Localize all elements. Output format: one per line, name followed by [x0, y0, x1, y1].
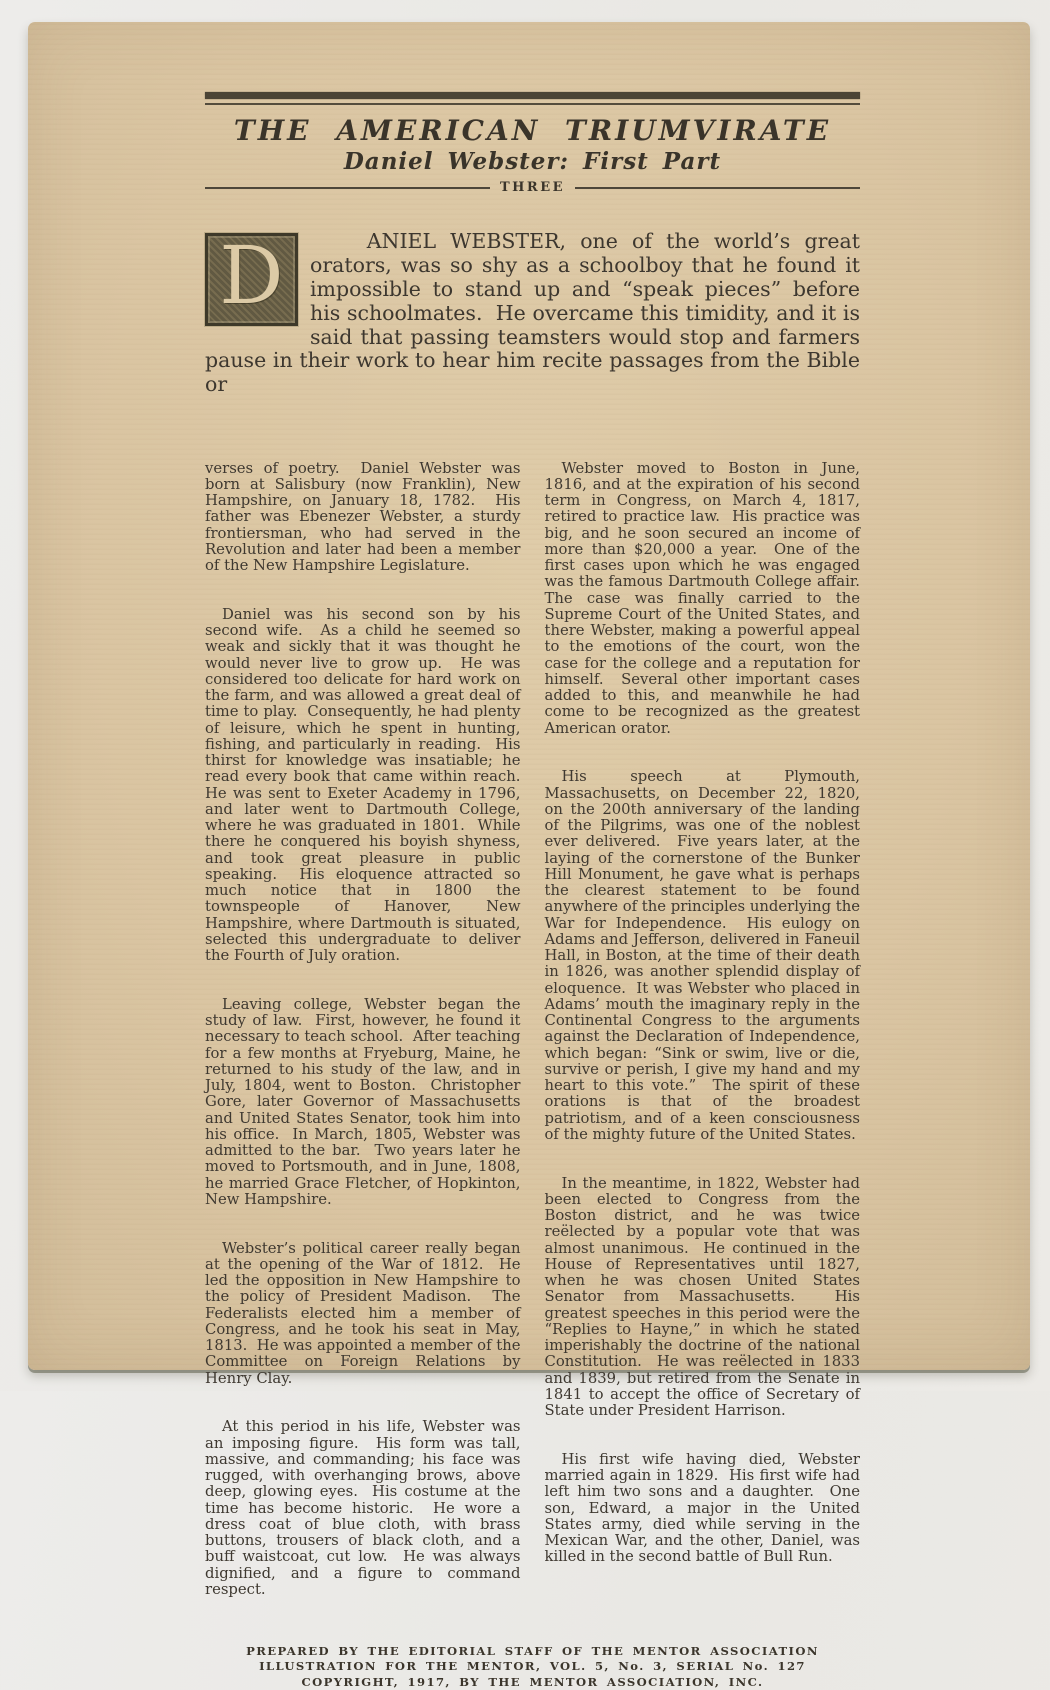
divider-rule-left: [205, 187, 490, 189]
lede-paragraph: [205, 206, 867, 421]
drop-cap: [205, 229, 298, 326]
paragraph: At this period in his life, Webster was an imposing figure. His form was tall, massive, and commanding; his face was rugged, with overhanging brows, above deep, glowing eyes. His costume at the time has become historic. He wore a dress coat of blue cloth, with brass buttons, trousers of black cloth, and a buff waistcoat, cut low. He was always dignified, and a figure to command respect.: [205, 1418, 526, 1598]
article-body: [205, 428, 870, 1631]
colophon-line: PREPARED BY THE EDITORIAL STAFF OF THE MENTOR ASSOCIATION: [246, 1643, 819, 1658]
page-number-label: THREE: [499, 180, 566, 195]
document-page: [28, 22, 1030, 1689]
paragraph: Leaving college, Webster began the study of law. First, however, he found it necessary to teach school. After teaching for a few months at Fryeburg, Maine, he returned to his study of the law, and in July, 1804, went to Boston. Christopher Gore, later Governor of Massachusetts and United States Senator, took him into his office. In March, 1805, Webster was admitted to the bar. Two years later he moved to Portsmouth, and in June, 1808, he married Grace Fletcher, of Hopkinton, New Hampshire.: [205, 995, 526, 1208]
colophon: [205, 1644, 860, 1690]
masthead: [205, 92, 860, 195]
paragraph: His speech at Plymouth, Massachusetts, on December 22, 1820, on the 200th anniversary of the landing of the Pilgrims, was one of the noblest ever delivered. Five years later, at the laying of the cornerstone of the Bunker Hill Monument, he gave what is perhaps the clearest statement to be found anywhere of the principles underlying the War for Independence. His eulogy on Adams and Jefferson, delivered in Faneuil Hall, in Boston, at the time of their death in 1826, was another splendid display of eloquence. It was Webster who placed in Adams’ mouth the imaginary reply in the Continental Congress to the arguments against the Declaration of Independence, which began: “Sink or swim, live or die, survive or perish, I give my hand and my heart to this vote.” The spirit of these orations is that of the broadest patriotism, and of a keen consciousness of the mighty future of the United States.: [544, 768, 865, 1143]
divider-rule-right: [575, 187, 860, 189]
page-subtitle: Daniel Webster: First Part: [343, 148, 722, 175]
header-rule-thick: [205, 92, 860, 99]
paragraph: His first wife having died, Webster married again in 1829. His first wife had left him two sons and a daughter. One son, Edward, a major in the United States army, died while serving in the Mexican War, and the other, Daniel, was killed in the second battle of Bull Run.: [544, 1450, 865, 1566]
drop-cap-letter: D: [219, 229, 284, 323]
header-rule-thin: [205, 103, 860, 105]
paragraph: In the meantime, in 1822, Webster had been elected to Congress from the Boston district, and he was twice reëlected by a popular vote that was almost unanimous. He continued in the House of Representatives until 1827, when he was chosen United States Senator from Massachusetts. His greatest speeches in this period were the “Replies to Hayne,” in which he stated imperishably the doctrine of the national Constitution. He was reëlected in 1833 and 1839, but retired from the Senate in 1841 to accept the office of Secretary of State under President Harrison.: [544, 1174, 865, 1420]
colophon-line: COPYRIGHT, 1917, BY THE MENTOR ASSOCIATION, INC.: [301, 1674, 764, 1689]
paragraph: Webster moved to Boston in June, 1816, and at the expiration of his second term in Congress, on March 4, 1817, retired to practice law. His practice was big, and he soon secured an income of more than $20,000 a year. One of the first cases upon which he was engaged was the famous Dartmouth College affair. The case was finally carried to the Supreme Court of the United States, and there Webster, making a powerful appeal to the emotions of the court, won the case for the college and a reputation for himself. Several other important cases added to this, and meanwhile he had come to be recognized as the greatest American orator.: [544, 459, 870, 737]
lede-text: ANIEL WEBSTER, one of the world’s great orators, was so shy as a schoolboy that he found it impossible to stand up and “speak pieces” before his schoolmates. He overcame this timidity, and it is said that passing teamsters would stop and farmers pause in their work to hear him recite passages from the Bible or: [205, 228, 867, 397]
right-column: [544, 428, 870, 1631]
paragraph: verses of poetry. Daniel Webster was born at Salisbury (now Franklin), New Hampshire, on January 18, 1782. His father was Ebenezer Webster, a sturdy frontiersman, who had served in the Revolution and later had been a member of the New Hampshire Legislature.: [205, 459, 526, 575]
colophon-line: ILLUSTRATION FOR THE MENTOR, VOL. 5, No. 3, SERIAL No. 127: [259, 1659, 806, 1674]
page-number-divider: [205, 180, 860, 195]
left-column: [205, 428, 530, 1631]
paragraph: Webster’s political career really began at the opening of the War of 1812. He led the opposition in New Hampshire to the policy of President Madison. The Federalists elected him a member of Congress, and he took his seat in May, 1813. He was appointed a member of the Committee on Foreign Relations by Henry Clay.: [205, 1239, 526, 1387]
paragraph: Daniel was his second son by his second wife. As a child he seemed so weak and sickly that it was thought he would never live to grow up. He was considered too delicate for hard work on the farm, and was allowed a great deal of time to play. Consequently, he had plenty of leisure, which he spent in hunting, fishing, and particularly in reading. His thirst for knowledge was insatiable; he read every book that came within reach. He was sent to Exeter Academy in 1796, and later went to Dartmouth College, where he was graduated in 1801. While there he conquered his boyish shyness, and took great pleasure in public speaking. His eloquence attracted so much notice that in 1800 the townspeople of Hanover, New Hampshire, where Dartmouth is situated, selected this undergraduate to deliver the Fourth of July oration.: [205, 605, 530, 965]
page-title: THE AMERICAN TRIUMVIRATE: [233, 114, 832, 147]
